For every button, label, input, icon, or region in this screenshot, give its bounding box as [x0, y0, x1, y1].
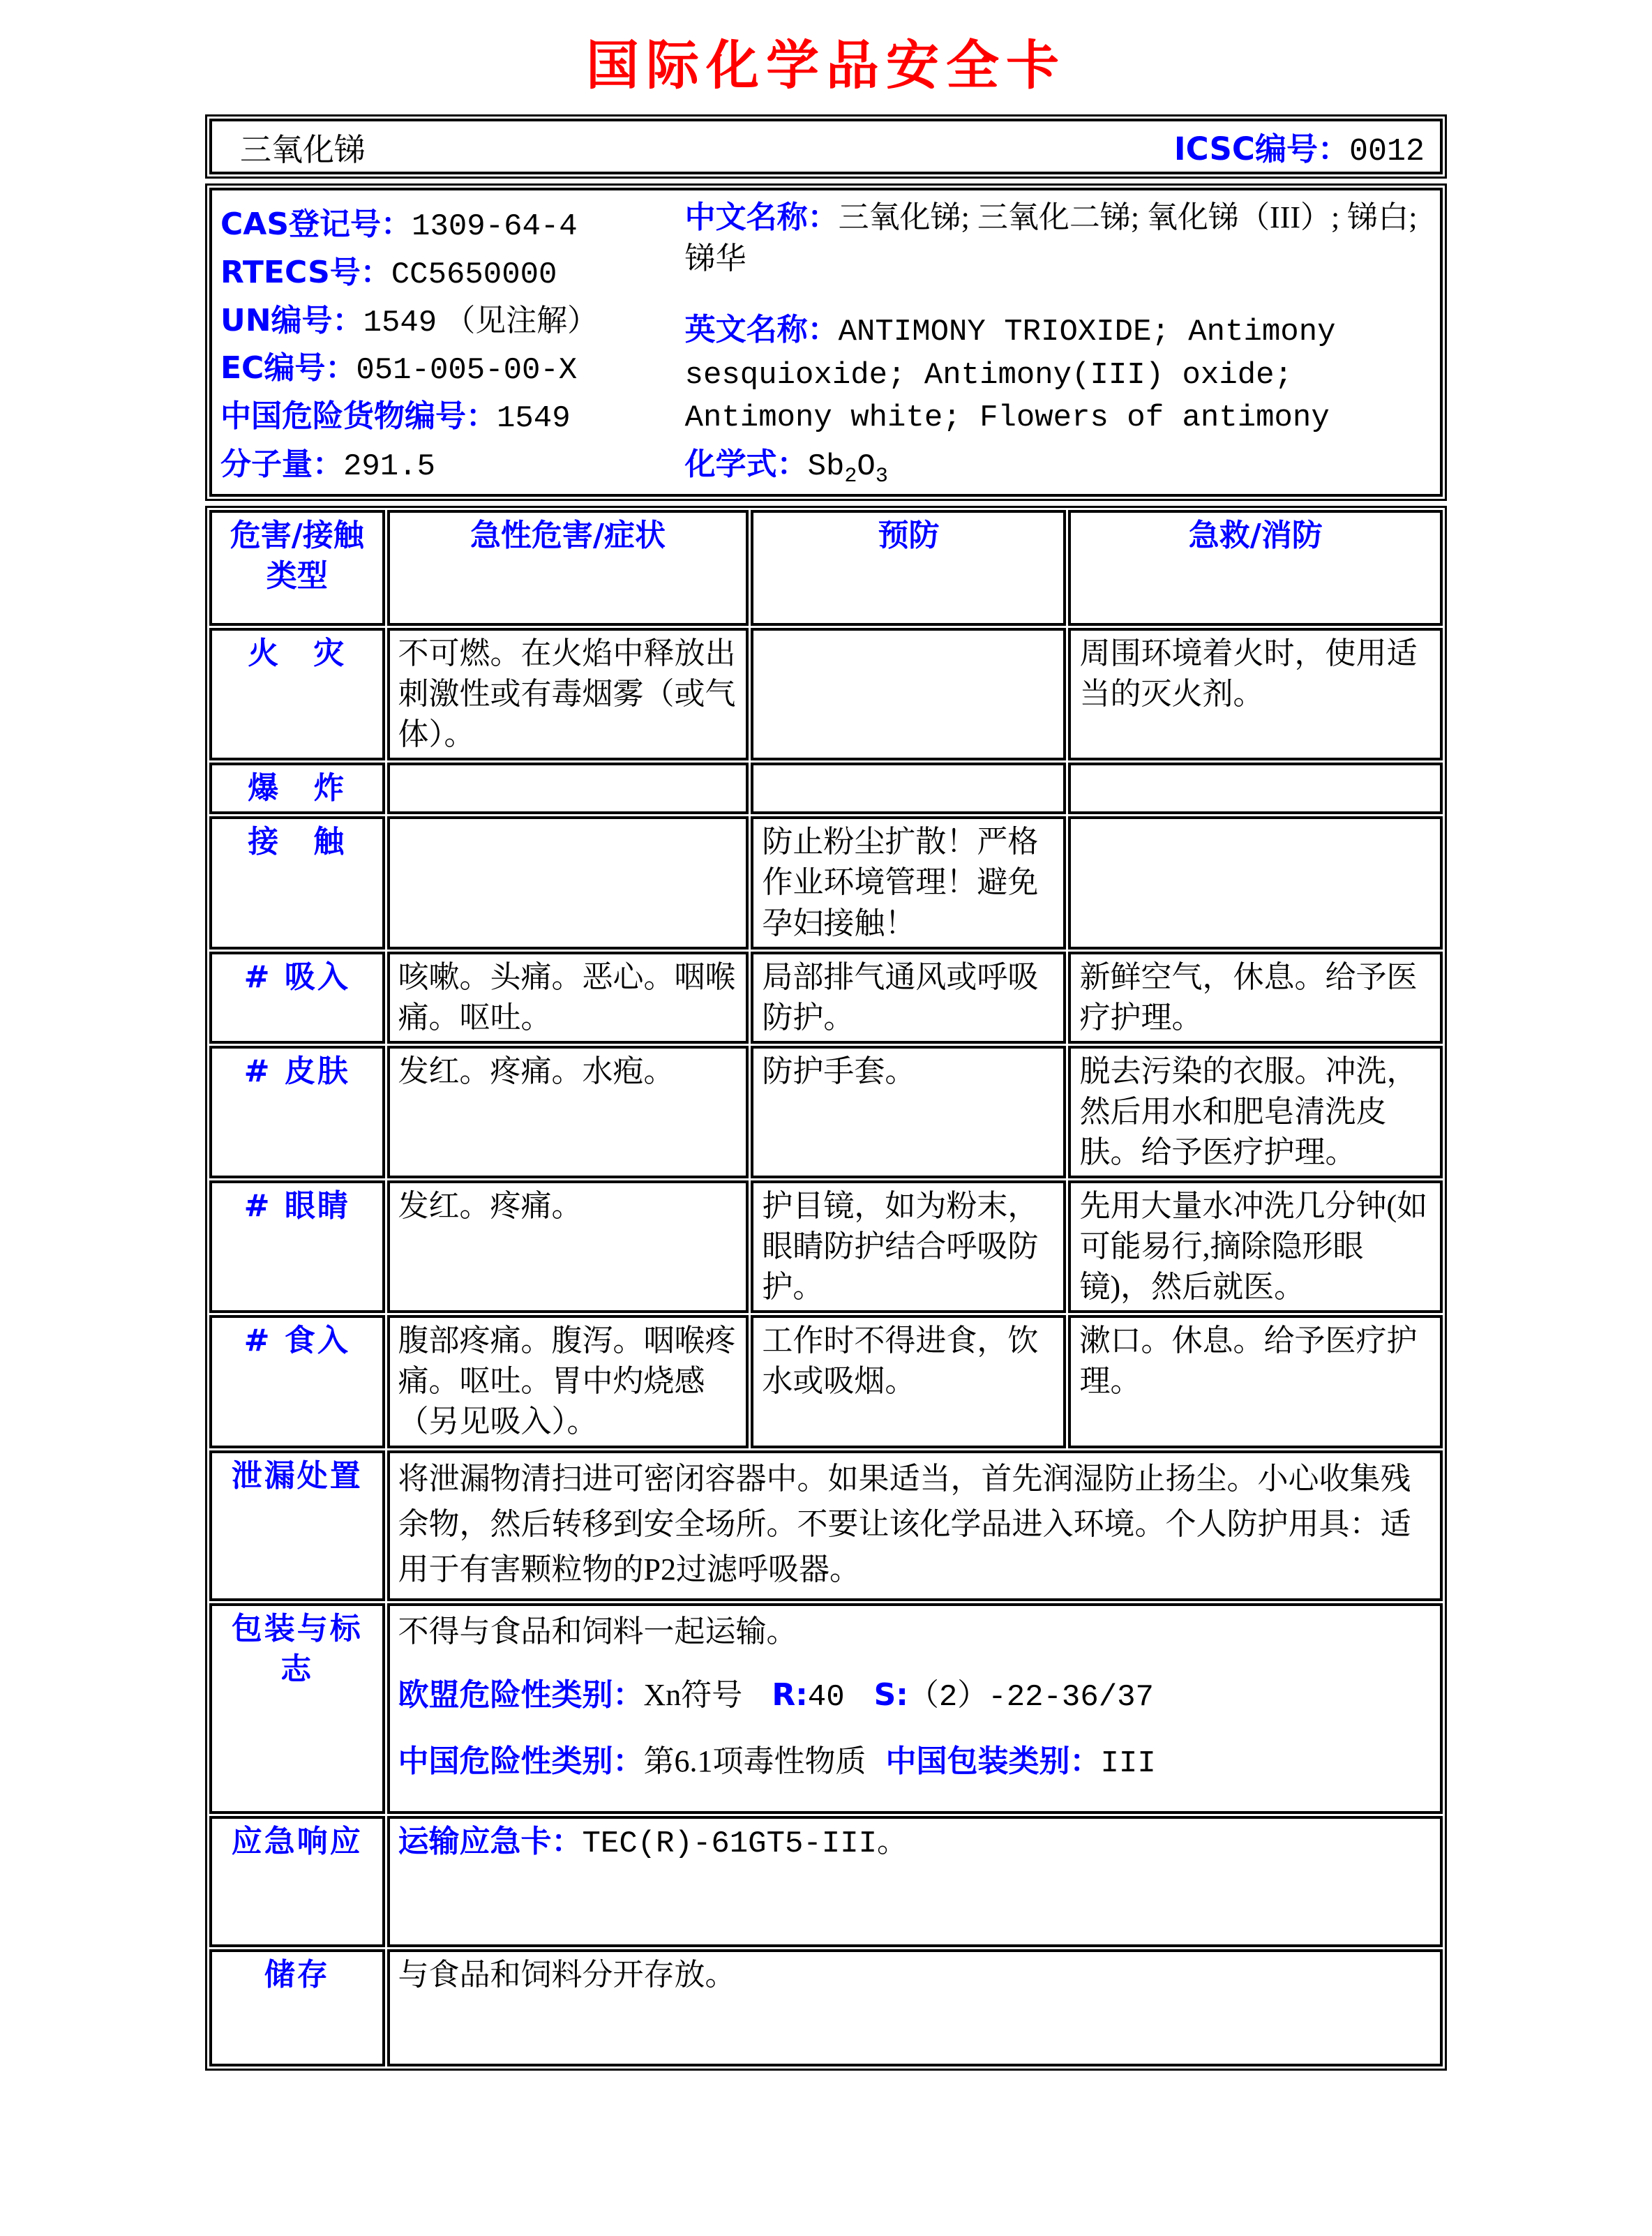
row-inhalation	[209, 952, 1443, 1044]
row-label-packaging: 包装与标志	[209, 1603, 385, 1814]
row-fire	[209, 628, 1443, 760]
packaging-labelling-cell	[387, 1603, 1443, 1814]
row-skin	[209, 1046, 1443, 1178]
col-header-first-aid: 急救/消防	[1068, 510, 1443, 626]
packaging-transport-note: 不得与食品和饲料一起运输。	[398, 1614, 797, 1649]
chemical-formula-row: 化学式：$Sb_2O_3$	[684, 446, 888, 488]
chemical-names	[685, 193, 1440, 491]
fire-prevention-cell	[751, 628, 1066, 760]
row-exposure	[209, 816, 1443, 949]
icsc-card-sheet	[205, 0, 1447, 2071]
storage-cell: 与食品和饲料分开存放。	[387, 1949, 1443, 2066]
cas-number-row: CAS登记号：1309-64-4	[220, 207, 578, 244]
identifiers-box	[205, 183, 1447, 501]
eyes-prevention-cell: 护目镜，如为粉末，眼睛防护结合呼吸防护。	[751, 1180, 1066, 1313]
ingestion-symptoms-cell: 腹部疼痛。腹泻。咽喉疼痛。呕吐。胃中灼烧感（另见吸入）。	[387, 1315, 749, 1448]
english-name-row: 英文名称：ANTIMONY TRIOXIDE; Antimony sesquioxide; Antimony(III) oxide; Antimony white; Flowers of antimony	[684, 312, 1336, 436]
china-dg-number-row: 中国危险货物编号：1549	[220, 398, 571, 437]
eu-classification-line: 欧盟危险性类别：Xn符号 R:40 S:（2）-22-36/37	[398, 1676, 1154, 1715]
row-explosion	[209, 763, 1443, 814]
fire-first-aid-cell: 周围环境着火时，使用适当的灭火剂。	[1068, 628, 1443, 760]
row-label-emergency: 应急响应	[209, 1816, 385, 1947]
row-spill-disposal	[209, 1450, 1443, 1601]
row-label-explosion: 爆 炸	[209, 763, 385, 814]
col-header-symptoms: 急性危害/症状	[387, 510, 749, 626]
ingestion-first-aid-cell: 漱口。休息。给予医疗护理。	[1068, 1315, 1443, 1448]
hazard-table-header	[209, 510, 1443, 626]
row-label-eyes: # 眼睛	[209, 1180, 385, 1313]
row-emergency-response	[209, 1816, 1443, 1947]
page-title: 国际化学品安全卡	[586, 34, 1066, 96]
row-packaging-labelling	[209, 1603, 1443, 1814]
emergency-response-cell: 运输应急卡：TEC(R)-61GT5-III。	[387, 1816, 1443, 1947]
explosion-symptoms-cell	[387, 763, 749, 814]
ec-number-row: EC编号：051-005-00-X	[220, 350, 578, 389]
chemical-formula: $Sb_2O_3$	[807, 449, 888, 488]
hazard-table	[205, 506, 1447, 2070]
exposure-first-aid-cell	[1068, 816, 1443, 949]
row-ingestion	[209, 1315, 1443, 1448]
inhalation-symptoms-cell: 咳嗽。头痛。恶心。咽喉痛。呕吐。	[387, 952, 749, 1044]
ingestion-prevention-cell: 工作时不得进食，饮水或吸烟。	[751, 1315, 1066, 1448]
inhalation-first-aid-cell: 新鲜空气，休息。给予医疗护理。	[1068, 952, 1443, 1044]
row-eyes	[209, 1180, 1443, 1313]
row-label-ingestion: # 食入	[209, 1315, 385, 1448]
row-label-skin: # 皮肤	[209, 1046, 385, 1178]
icsc-number-value: 0012	[1349, 134, 1425, 170]
row-label-inhalation: # 吸入	[209, 952, 385, 1044]
spill-disposal-cell: 将泄漏物清扫进可密闭容器中。如果适当，首先润湿防止扬尘。小心收集残余物，然后转移到安全场所。不要让该化学品进入环境。个人防护用具：适用于有害颗粒物的P2过滤呼吸器。	[387, 1450, 1443, 1601]
explosion-first-aid-cell	[1068, 763, 1443, 814]
col-header-category: 危害/接触 类型	[209, 510, 385, 626]
molecular-weight-row: 分子量：291.5	[220, 447, 436, 485]
eyes-first-aid-cell: 先用大量水冲洗几分钟(如可能易行,摘除隐形眼镜)，然后就医。	[1068, 1180, 1443, 1313]
icsc-number-field	[1174, 123, 1425, 170]
row-label-exposure: 接 触	[209, 816, 385, 949]
inhalation-prevention-cell: 局部排气通风或呼吸防护。	[751, 952, 1066, 1044]
row-storage	[209, 1949, 1443, 2066]
fire-symptoms-cell: 不可燃。在火焰中释放出刺激性或有毒烟雾（或气体）。	[387, 628, 749, 760]
row-label-storage: 储存	[209, 1949, 385, 2066]
eyes-symptoms-cell: 发红。疼痛。	[387, 1180, 749, 1313]
explosion-prevention-cell	[751, 763, 1066, 814]
substance-title-box	[205, 114, 1447, 179]
un-number-row: UN编号：1549 （见注解）	[220, 302, 599, 340]
row-label-spill-disposal: 泄漏处置	[209, 1450, 385, 1601]
skin-prevention-cell: 防护手套。	[751, 1046, 1066, 1178]
substance-name: 三氧化锑	[240, 132, 366, 167]
row-label-fire: 火 灾	[209, 628, 385, 760]
registry-numbers	[212, 193, 685, 491]
china-classification-line: 中国危险性类别：第6.1项毒性物质 中国包装类别：III	[398, 1743, 1156, 1781]
exposure-symptoms-cell	[387, 816, 749, 949]
chinese-name-row: 中文名称：三氧化锑; 三氧化二锑; 氧化锑（III）; 锑白; 锑华	[684, 200, 1418, 276]
icsc-number-label: ICSC编号：	[1173, 130, 1349, 167]
rtecs-number-row: RTECS号：CC5650000	[220, 254, 557, 292]
exposure-prevention-cell: 防止粉尘扩散！严格作业环境管理！避免孕妇接触！	[751, 816, 1066, 949]
skin-first-aid-cell: 脱去污染的衣服。冲洗，然后用水和肥皂清洗皮肤。给予医疗护理。	[1068, 1046, 1443, 1178]
skin-symptoms-cell: 发红。疼痛。水疱。	[387, 1046, 749, 1178]
col-header-prevention: 预防	[751, 510, 1066, 626]
